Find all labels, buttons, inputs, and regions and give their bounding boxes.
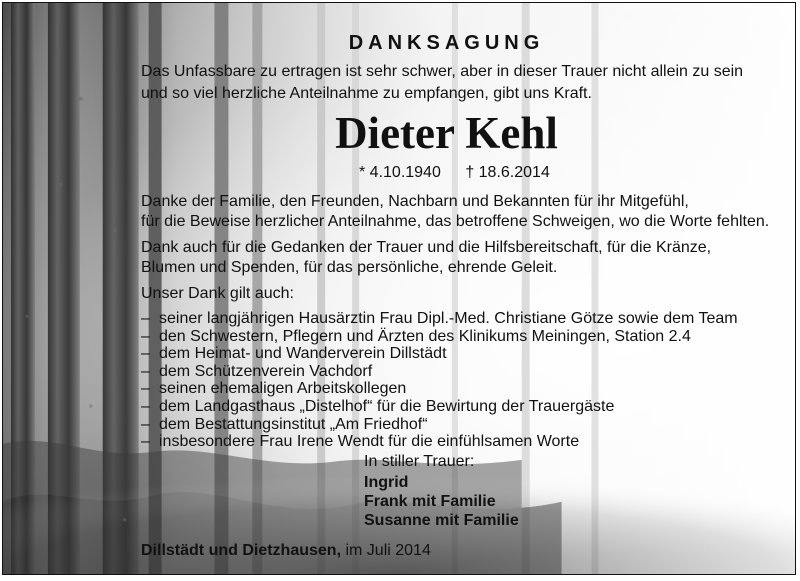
paragraph-1 — [141, 192, 781, 232]
place-and-date — [141, 540, 761, 562]
thanks-item: – insbesondere Frau Irene Wendt für die einfühlsamen Worte — [141, 433, 781, 451]
mourner-name: Frank mit Familie — [364, 493, 496, 510]
thanks-item: – seinen ehemaligen Arbeitskollegen — [141, 380, 781, 398]
mourners-label: In stiller Trauer: — [364, 453, 475, 470]
thanks-item: – seiner langjährigen Hausärztin Frau Dipl.-Med. Christiane Götze sowie dem Team — [141, 310, 781, 328]
thanks-item: – dem Bestattungsinstitut „Am Friedhof“ — [141, 416, 781, 434]
notice-title: DANKSAGUNG — [348, 32, 545, 54]
notice-content — [3, 3, 795, 574]
death-notice-card — [2, 2, 796, 575]
paragraph-1-line-1: Danke der Familie, den Freunden, Nachbarn und Bekannten für ihr Mitgefühl, — [141, 193, 689, 210]
deceased-name: Dieter Kehl — [335, 108, 558, 158]
mourners-block — [364, 451, 624, 530]
thanks-item: – dem Heimat- und Wanderverein Dillstädt — [141, 345, 781, 363]
intro-line-1: Das Unfassbare zu ertragen ist sehr schwer, aber in dieser Trauer nicht allein zu sein — [141, 63, 744, 80]
thanks-list — [141, 310, 781, 451]
date: im Juli 2014 — [345, 542, 431, 559]
paragraph-1-line-2: für die Beweise herzlicher Anteilnahme, das betroffene Schweigen, wo die Worte fehlten. — [141, 213, 770, 230]
mourner-name: Ingrid — [364, 474, 409, 491]
paragraph-2 — [141, 238, 781, 278]
paragraph-2-line-2: Blumen und Spenden, für das persönliche, ehrende Geleit. — [141, 259, 558, 276]
death-date: † 18.6.2014 — [465, 164, 550, 181]
intro-line-2: und so viel herzliche Anteilnahme zu empfangen, gibt uns Kraft. — [141, 85, 592, 102]
place: Dillstädt und Dietzhausen, — [141, 542, 342, 559]
thanks-intro: Unser Dank gilt auch: — [141, 285, 294, 302]
birth-date: * 4.10.1940 — [359, 164, 441, 181]
intro-text — [141, 61, 781, 105]
mourner-name: Susanne mit Familie — [364, 512, 519, 529]
life-dates — [359, 162, 639, 184]
thanks-item: – dem Schützenverein Vachdorf — [141, 363, 781, 381]
thanks-item: – den Schwestern, Pflegern und Ärzten des Klinikums Meiningen, Station 2.4 — [141, 328, 781, 346]
paragraph-2-line-1: Dank auch für die Gedanken der Trauer und die Hilfsbereitschaft, für die Kränze, — [141, 239, 712, 256]
thanks-item: – dem Landgasthaus „Distelhof“ für die Bewirtung der Trauergäste — [141, 398, 781, 416]
notice-body — [141, 192, 781, 451]
